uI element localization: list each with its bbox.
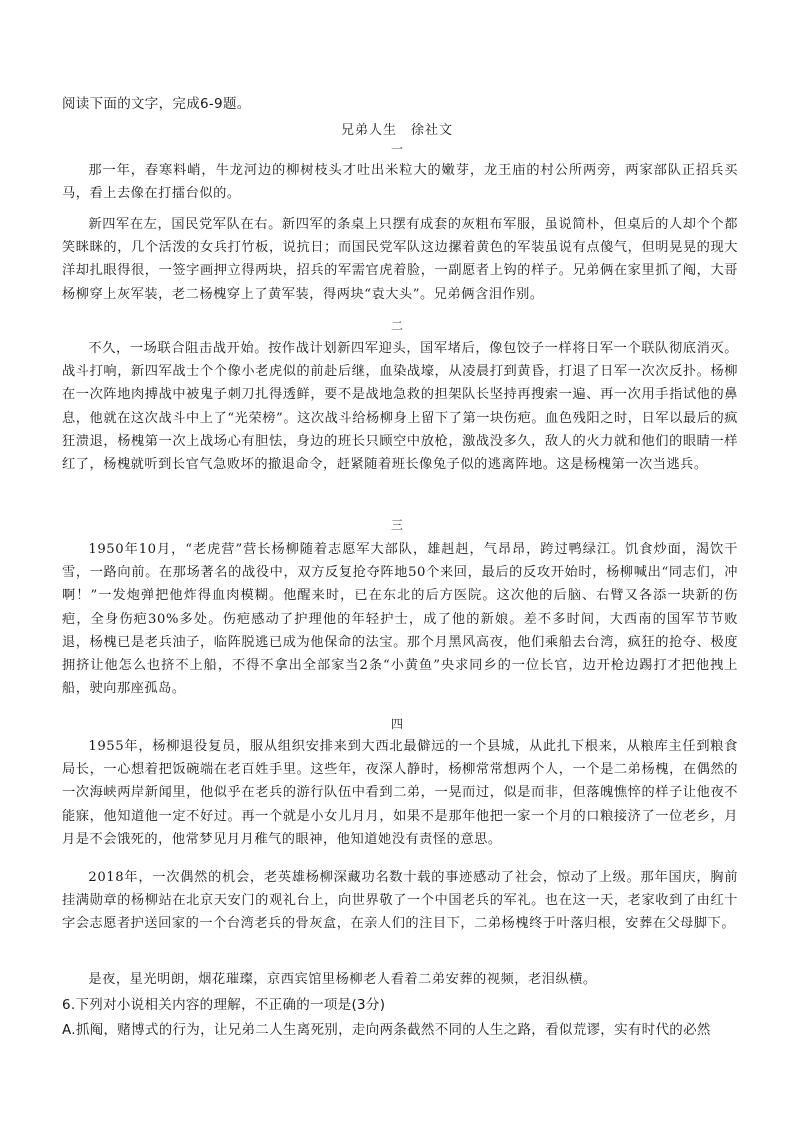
story-title: 兄弟人生 — [340, 123, 397, 138]
paragraph: 1950年10月，“老虎营”营长杨柳随着志愿军大部队，雄赳赳，气昂昂，跨过鸭绿江。饥食炒面，渴饮干雪，一路向前。在那场著名的战役中，双方反复抢夺阵地50个来回，最后的反攻开始时，杨柳喊出“同志们，冲啊！”一发炮弹把他炸得血肉模糊。他醒来时，已在东北的后方医院。这次他的后脑、右臂又各添一块新的伤疤，全身伤疤30%多处。伤疤感动了护理他的年轻护士，成了他的新娘。差不多时间，大西南的国军节节败退，杨槐已是老兵油子，临阵脱逃已成为他保命的法宝。那个月黑风高夜，他们乘船去台湾，疯狂的抢夺、极度拥挤让他怎么也挤不上船，不得不拿出全部家当2条“小黄鱼”央求同乡的一位长官，边开枪边踢打才把他拽上船，驶向那座孤岛。 — [62, 542, 738, 697]
story-title-line — [0, 119, 794, 138]
paragraph: 是夜，星光明朗，烟花璀璨，京西宾馆里杨柳老人看着二弟安葬的视频，老泪纵横。 — [88, 972, 597, 987]
paragraph: 那一年，春寒料峭，牛龙河边的柳树枝头才吐出米粒大的嫩芽，龙王庙的村公所两旁，两家部队正招兵买马，看上去像在打擂台似的。 — [62, 163, 738, 202]
question-option-a: A.抓阄，赌博式的行为，让兄弟二人生离死别，走向两条截然不同的人生之路，看似荒谬，实有时代的必然 — [62, 1022, 711, 1038]
story-author: 徐社文 — [411, 123, 454, 138]
section-number: 四 — [390, 717, 403, 731]
question-stem: 6.下列对小说相关内容的理解，不正确的一项是(3分) — [62, 997, 386, 1013]
reading-instruction: 阅读下面的文字，完成6-9题。 — [62, 96, 251, 112]
section-number: 三 — [390, 518, 403, 532]
section-number: 二 — [390, 319, 403, 333]
paragraph: 2018年，一次偶然的机会，老英雄杨柳深藏功名数十载的事迹感动了社会，惊动了上级。那年国庆，胸前挂满勋章的杨柳站在北京天安门的观礼台上，向世界敬了一个中国老兵的军礼。也在这一天，老家收到了由红十字会志愿者护送回家的一个台湾老兵的骨灰盒，在亲人们的注目下，二弟杨槐终于叶落归根，安葬在父母脚下。 — [62, 870, 738, 932]
paragraph: 不久，一场联合阻击战开始。按作战计划新四军迎头，国军堵后，像包饺子一样将日军一个联队彻底消灭。战斗打响，新四军战士个个像小老虎似的前赴后继，血染战壕，从凌晨打到黄昏，打退了日军一次次反扑。杨柳在一次阵地肉搏战中被鬼子刺刀扎得透鲜，要不是战地急救的担架队长坚持再搜索一遍、再一次用手指试他的鼻息，他就在这次战斗中上了“光荣榜”。这次战斗给杨柳身上留下了第一块伤疤。血色残阳之时，日军以最后的疯狂溃退，杨槐第一次上战场心有胆怯，身边的班长只顾空中放枪，激战没多久，敌人的火力就和他们的眼睛一样红了，杨槐就听到长官气急败坏的撤退命令，赶紧随着班长像兔子似的逃离阵地。这是杨槐第一次当逃兵。 — [62, 341, 738, 473]
paragraph: 新四军在左，国民党军队在右。新四军的条桌上只摆有成套的灰粗布军服，虽说简朴，但桌后的人却个个都笑眯眯的，几个活泼的女兵打竹板，说抗日；而国民党军队这边摞着黄色的军装虽说有点傻气，但明晃晃的现大洋却扎眼得很，一签字画押立得两块，招兵的军需官虎着脸，一副愿者上钩的样子。兄弟俩在家里抓了阄，大哥杨柳穿上灰军装，老二杨槐穿上了黄军装，得两块“袁大头”。兄弟俩含泪作别。 — [62, 217, 738, 302]
section-number: 一 — [390, 142, 403, 156]
paragraph: 1955年，杨柳退役复员，服从组织安排来到大西北最僻远的一个县城，从此扎下根来，从粮库主任到粮食局长，一心想着把饭碗端在老百姓手里。这些年，夜深人静时，杨柳常常想两个人，一个是二弟杨槐，在偶然的一次海峡两岸新闻里，他似乎在老兵的游行队伍中看到二弟，一晃而过，似是而非，但落魄憔悴的样子让他夜不能寐，他知道他一定不好过。再一个就是小女儿月月，如果不是那年他把一家一个月的口粮接济了一位老乡，月月是不会饿死的，他常梦见月月稚气的眼神，他知道她没有责怪的意思。 — [62, 739, 738, 847]
